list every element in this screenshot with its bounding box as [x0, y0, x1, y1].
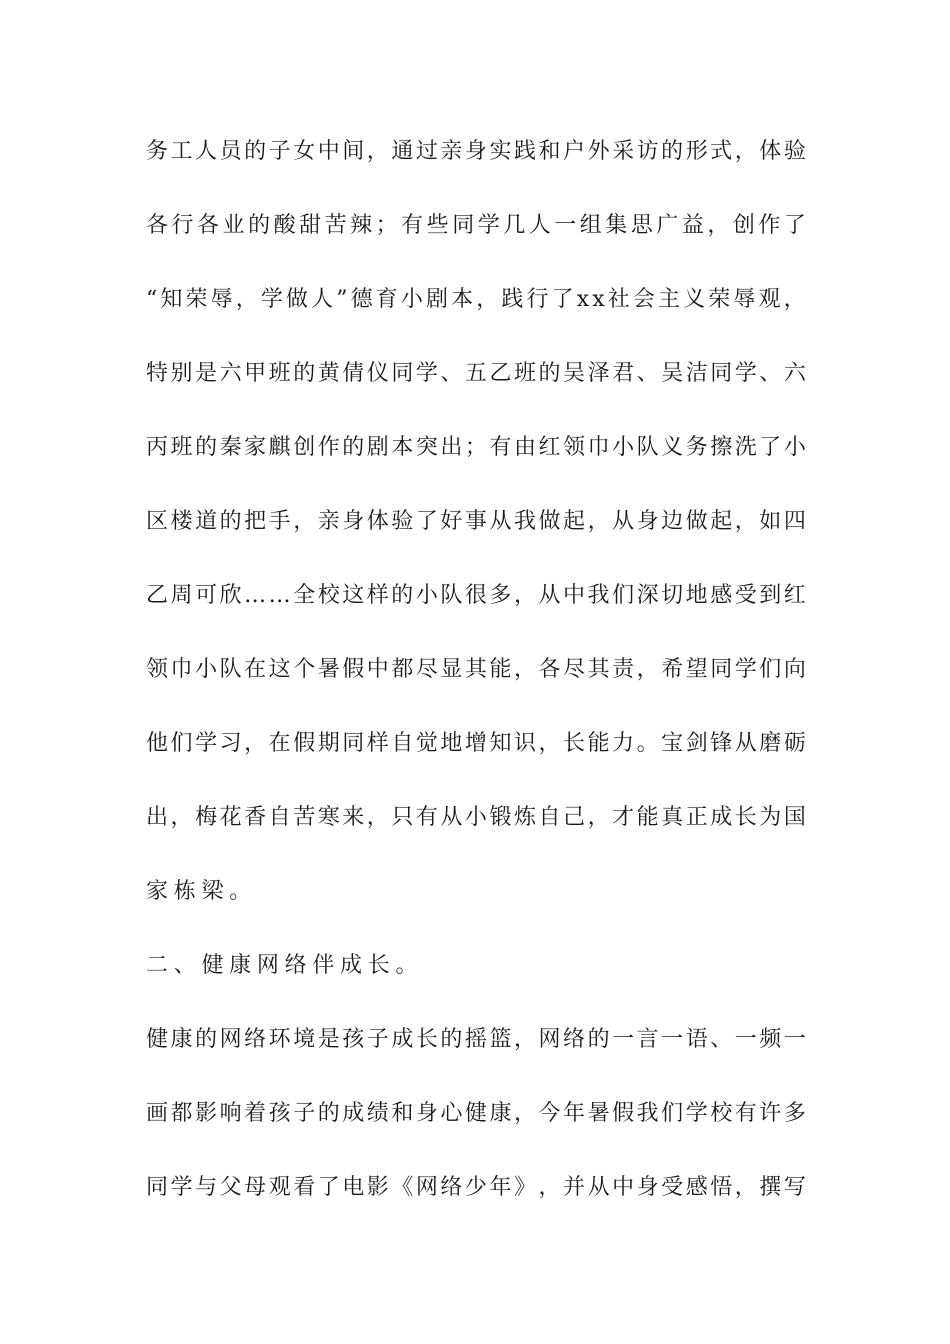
text-line-9-content: 他 们 学 习 ， 在 假 期 同 样 自 觉 地 增 知 识 ， 长 能 力 。 宝 剑 锋 从 磨 砺	[146, 731, 806, 756]
text-line-5	[146, 426, 806, 500]
text-line-6-content: 区 楼 道 的 把 手 ， 亲 身 体 验 了 好 事 从 我 做 起 ， 从 身 边 做 起 ， 如 四	[146, 509, 806, 534]
text-line-10	[146, 796, 806, 870]
body-text	[146, 130, 806, 1240]
section-heading	[146, 944, 806, 1018]
text-line-15-content: 同 学 与 父 母 观 看 了 电 影 《 网 络 少 年 》 ， 并 从 中 身 受 感 悟 ， 撰 写	[146, 1175, 806, 1200]
text-line-8-content: 领 巾 小 队 在 这 个 暑 假 中 都 尽 显 其 能 ， 各 尽 其 责 ， 希 望 同 学 们 向	[146, 657, 806, 682]
text-line-13-content: 健 康 的 网 络 环 境 是 孩 子 成 长 的 摇 篮 ， 网 络 的 一 言 一 语 、 一 频 一	[146, 1027, 806, 1052]
text-line-2-content: 各 行 各 业 的 酸 甜 苦 辣 ； 有 些 同 学 几 人 一 组 集 思 广 益 ， 创 作 了	[146, 213, 806, 238]
text-line-1-content: 务 工 人 员 的 子 女 中 间 ， 通 过 亲 身 实 践 和 户 外 采 访 的 形 式 ， 体 验	[146, 139, 806, 164]
text-line-5-content: 丙 班 的 秦 家 麒 创 作 的 剧 本 突 出 ； 有 由 红 领 巾 小 队 义 务 擦 洗 了 小	[146, 435, 806, 460]
text-line-15	[146, 1166, 806, 1240]
text-line-6	[146, 500, 806, 574]
text-line-3-content: “ 知 荣 辱 ， 学 做 人 ” 德 育 小 剧 本 ， 践 行 了 x x 社 会 主 义 荣 辱 观 ，	[146, 287, 806, 312]
text-line-14-content: 画 都 影 响 着 孩 子 的 成 绩 和 身 心 健 康 ， 今 年 暑 假 我 们 学 校 有 许 多	[146, 1101, 806, 1126]
text-line-7	[146, 574, 806, 648]
text-line-11-content: 家栋梁。	[146, 879, 257, 904]
text-line-4	[146, 352, 806, 426]
text-line-11	[146, 870, 806, 944]
text-line-10-content: 出 ， 梅 花 香 自 苦 寒 来 ， 只 有 从 小 锻 炼 自 己 ， 才 能 真 正 成 长 为 国	[146, 805, 806, 830]
text-line-8	[146, 648, 806, 722]
text-line-7-content: 乙 周 可 欣 … … 全 校 这 样 的 小 队 很 多 ， 从 中 我 们 深 切 地 感 受 到 红	[146, 583, 806, 608]
text-line-9	[146, 722, 806, 796]
text-line-1	[146, 130, 806, 204]
text-line-4-content: 特 别 是 六 甲 班 的 黄 倩 仪 同 学 、 五 乙 班 的 吴 泽 君 、 吴 洁 同 学 、 六	[146, 361, 806, 386]
text-line-14	[146, 1092, 806, 1166]
text-line-2	[146, 204, 806, 278]
text-line-3	[146, 278, 806, 352]
section-heading-text: 二、健康网络伴成长。	[146, 953, 424, 978]
text-line-13	[146, 1018, 806, 1092]
